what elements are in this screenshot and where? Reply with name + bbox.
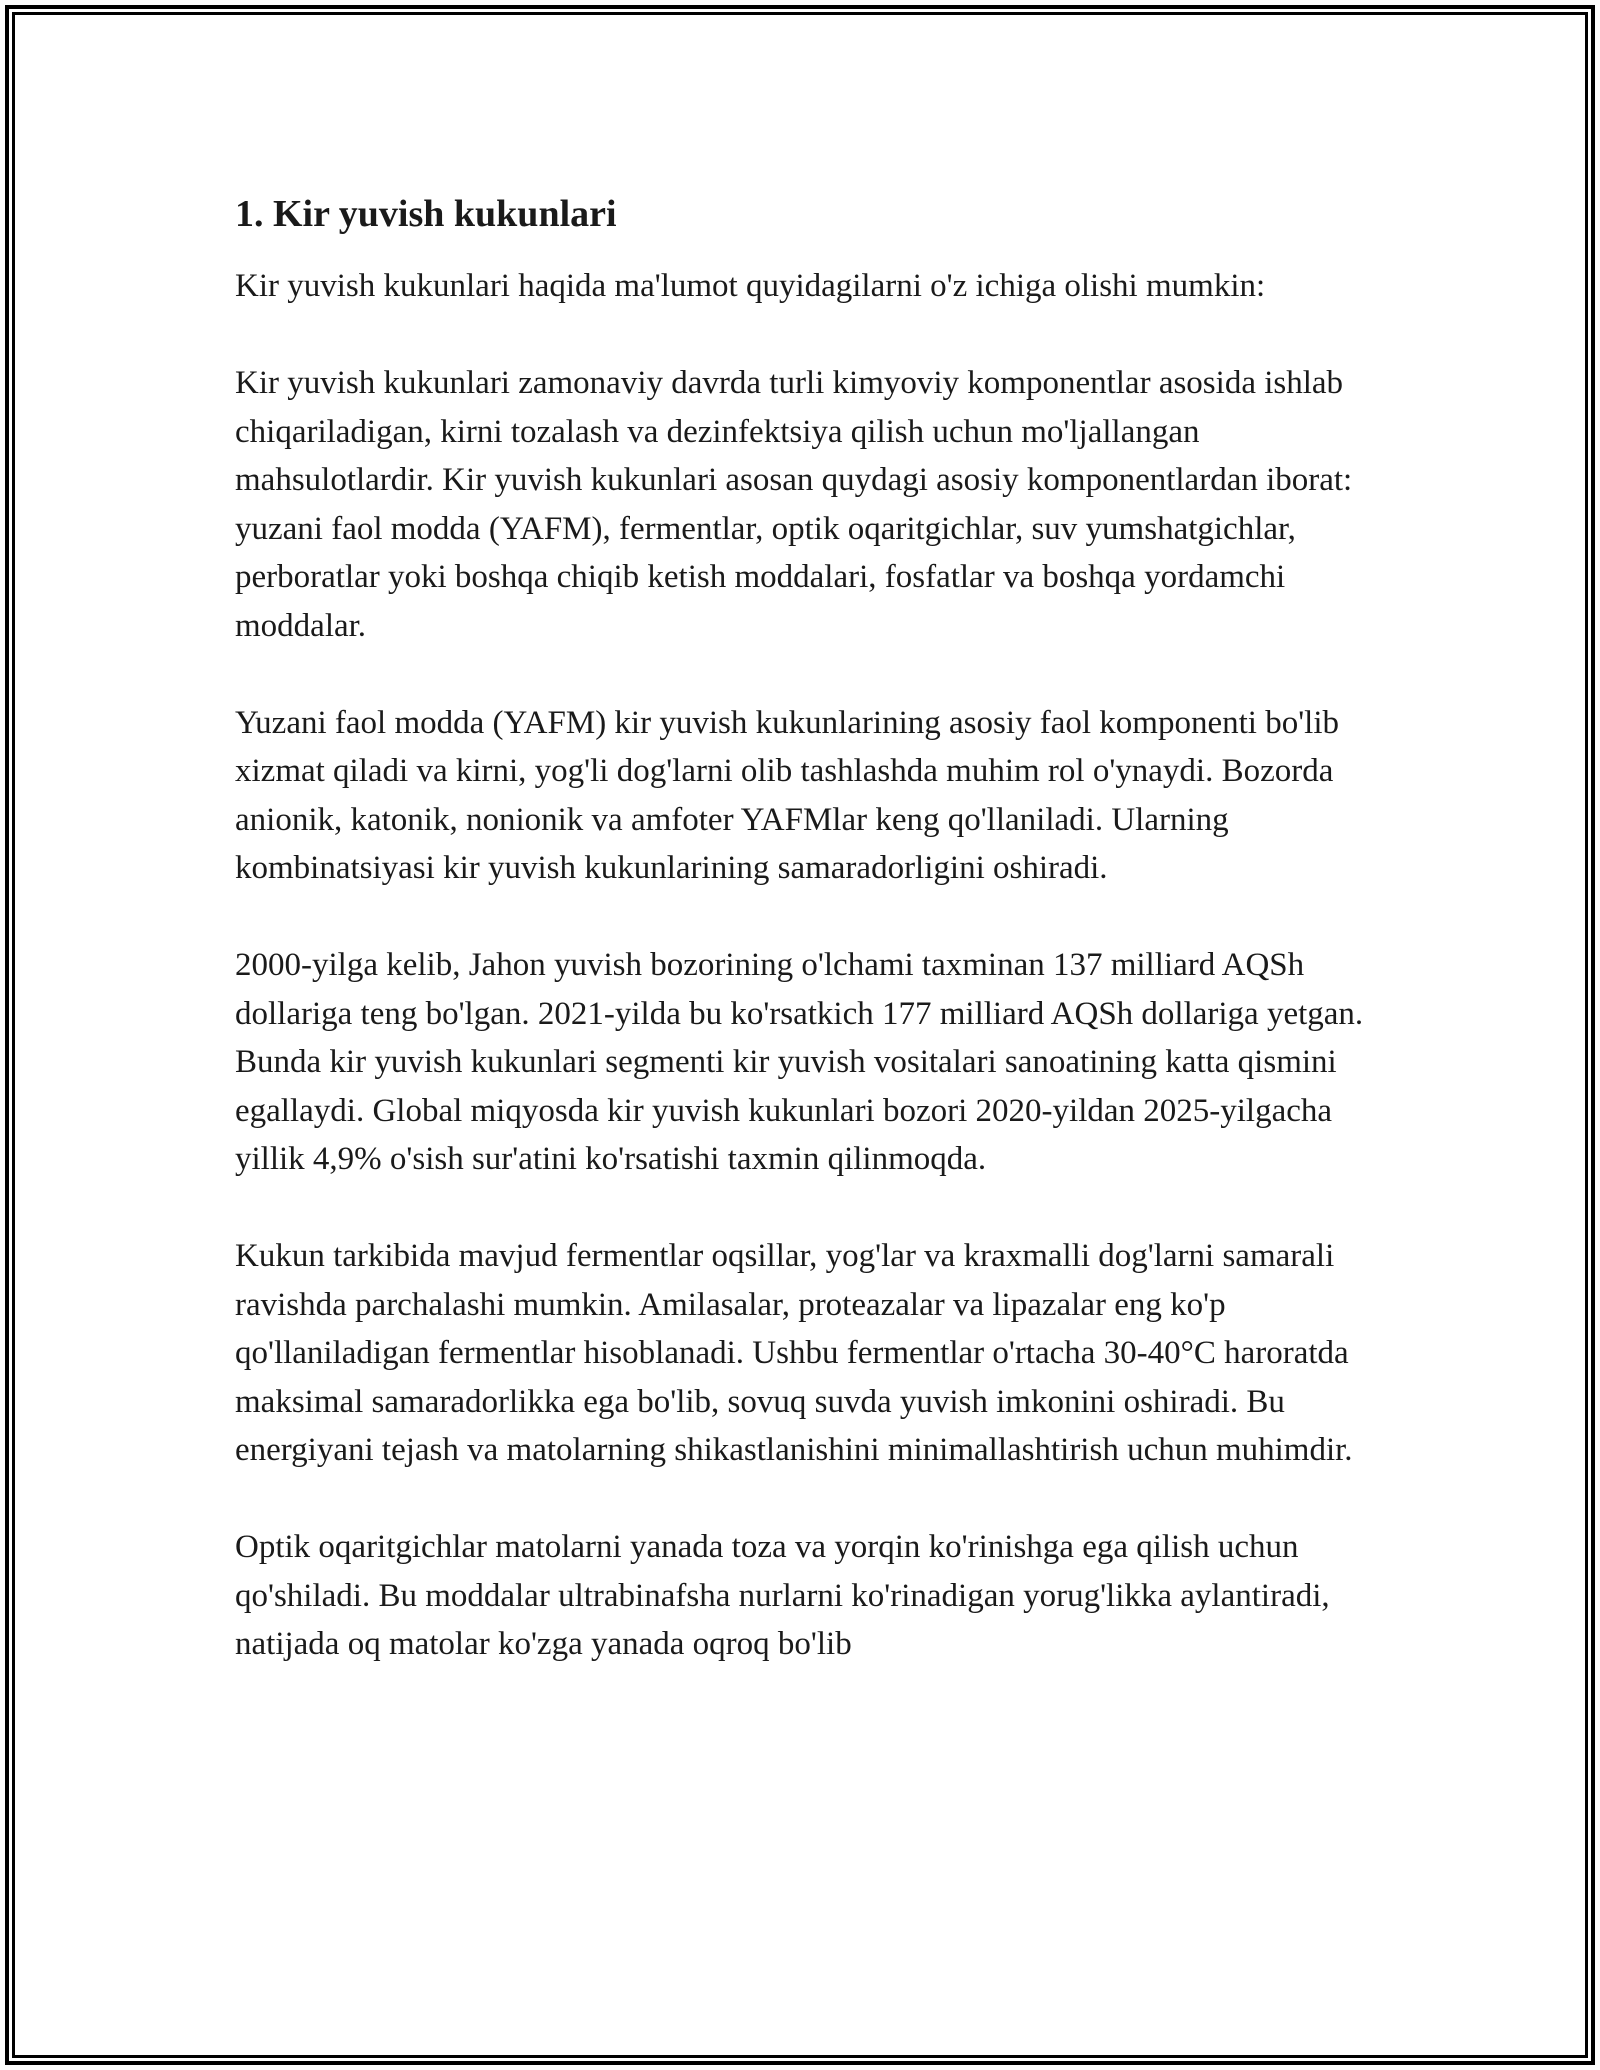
paragraph-optical-brighteners: Optik oqaritgichlar matolarni yanada toza va yorqin ko'rinishga ega qilish uchun qo'shiladi. Bu moddalar ultrabinafsha nurlarni ko'rinadigan yorug'likka aylantiradi, natijada oq matolar ko'zga yanada oqroq bo'lib xyxy=(235,1529,1330,1662)
paragraph-enzymes: Kukun tarkibida mavjud fermentlar oqsillar, yog'lar va kraxmalli dog'larni samarali ravishda parchalashi mumkin. Amilasalar, proteazalar va lipazalar eng ko'p qo'llaniladigan fermentlar hisoblanadi. Ushbu fermentlar o'rtacha 30-40°C haroratda maksimal samaradorlikka ega bo'lib, sovuq suvda yuvish imkonini oshiradi. Bu energiyani tejash va matolarning shikastlanishini minimallashtirish uchun muhimdir. xyxy=(235,1238,1353,1468)
paragraph-components: Kir yuvish kukunlari zamonaviy davrda turli kimyoviy komponentlar asosida ishlab chiqariladigan, kirni tozalash va dezinfektsiya qilish uchun mo'ljallangan mahsulotlardir. Kir yuvish kukunlari asosan quydagi asosiy komponentlardan iborat: yuzani faol modda (YAFM), fermentlar, optik oqaritgichlar, suv yumshatgichlar, perboratlar yoki boshqa chiqib ketish moddalari, fosfatlar va boshqa yordamchi moddalar. xyxy=(235,365,1353,644)
paragraph-intro: Kir yuvish kukunlari haqida ma'lumot quyidagilarni o'z ichiga olishi mumkin: xyxy=(235,268,1266,304)
document-body xyxy=(235,186,1375,1717)
section-heading: 1. Kir yuvish kukunlari xyxy=(235,193,617,235)
paragraph-market: 2000-yilga kelib, Jahon yuvish bozorining o'lchami taxminan 137 milliard AQSh dollariga teng bo'lgan. 2021-yilda bu ko'rsatkich 177 milliard AQSh dollariga yetgan. Bunda kir yuvish kukunlari segmenti kir yuvish vositalari sanoatining katta qismini egallaydi. Global miqyosda kir yuvish kukunlari bozori 2020-yildan 2025-yilgacha yillik 4,9% o'sish sur'atini ko'rsatishi taxmin qilinmoqda. xyxy=(235,947,1364,1177)
paragraph-surfactants: Yuzani faol modda (YAFM) kir yuvish kukunlarining asosiy faol komponenti bo'lib xizmat qiladi va kirni, yog'li dog'larni olib tashlashda muhim rol o'ynaydi. Bozorda anionik, katonik, nonionik va amfoter YAFMlar keng qo'llaniladi. Ularning kombinatsiyasi kir yuvish kukunlarining samaradorligini oshiradi. xyxy=(235,704,1339,886)
